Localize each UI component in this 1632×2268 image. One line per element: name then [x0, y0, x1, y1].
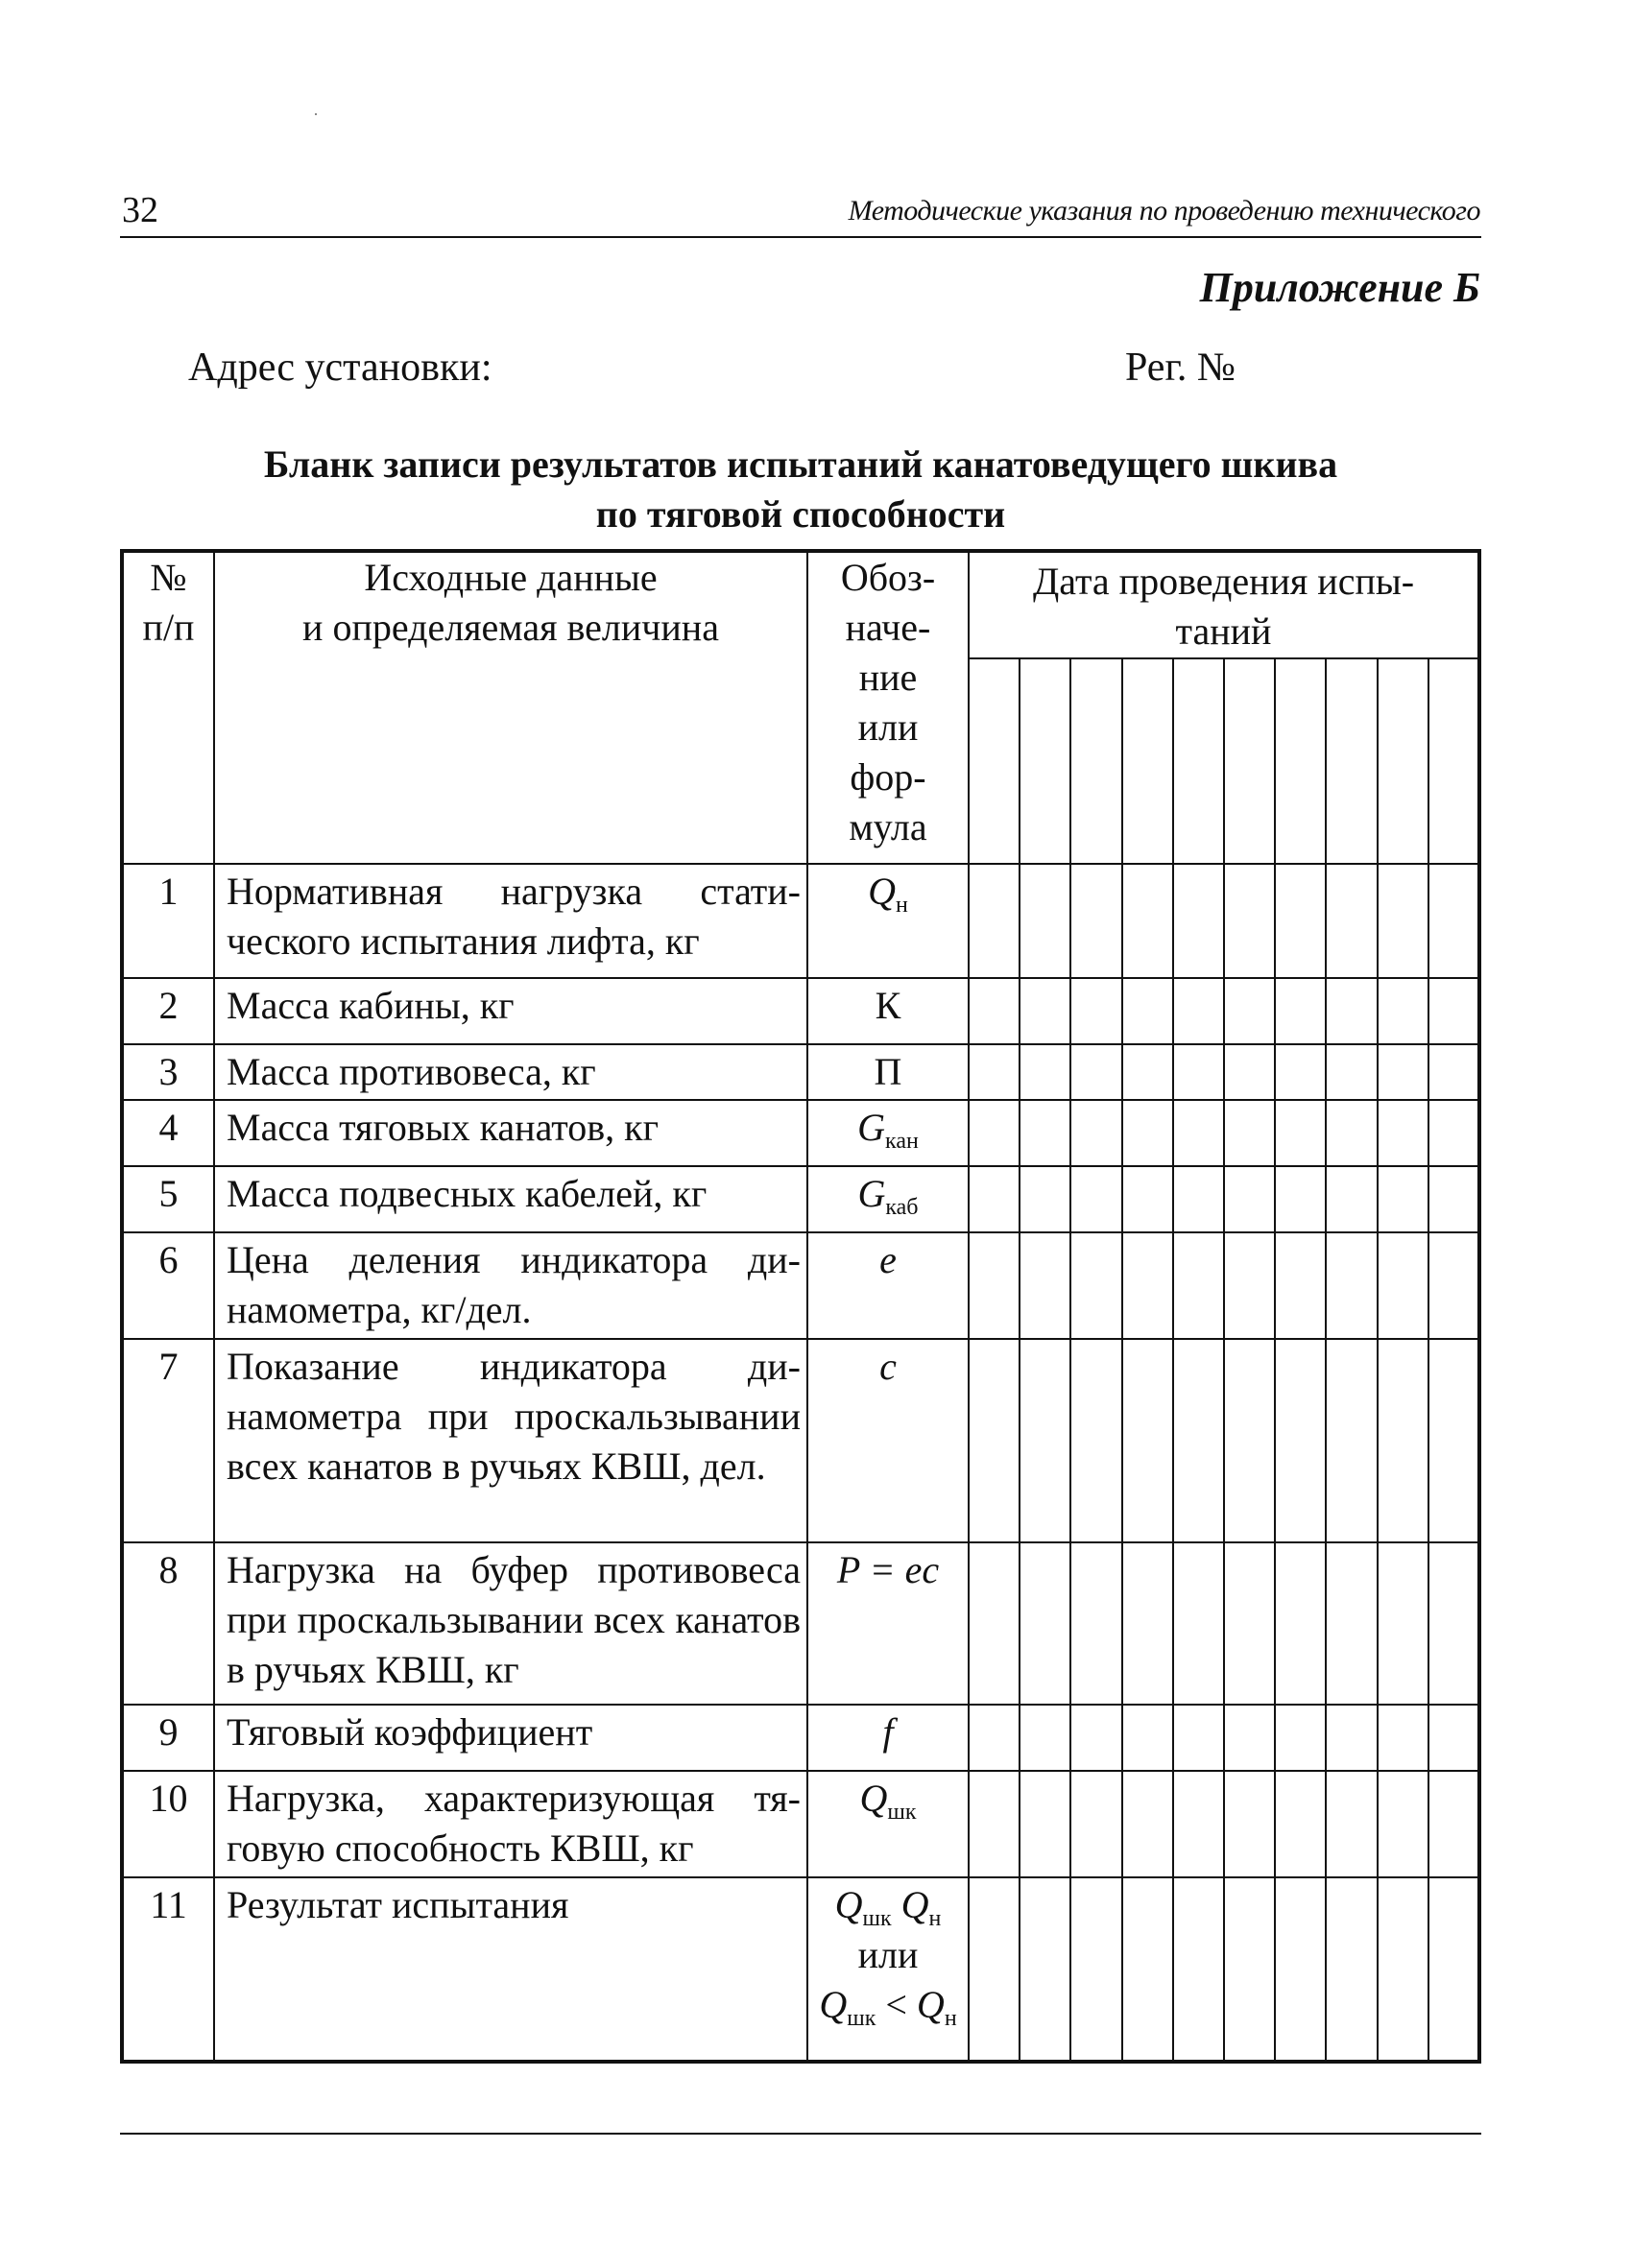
result-entry-cell[interactable] — [1428, 1877, 1479, 2062]
table-row — [122, 1339, 1479, 1542]
symbol-subscript: каб — [885, 1195, 919, 1221]
result-entry-cell[interactable] — [1326, 1705, 1377, 1771]
result-entry-cell[interactable] — [1173, 1705, 1224, 1771]
table-row — [122, 1877, 1479, 2062]
install-address-label: Адрес установки: — [188, 346, 492, 390]
symbol-letter: G — [857, 1106, 886, 1150]
formula-or: или — [857, 1933, 919, 1977]
symbol-subscript: н — [896, 893, 908, 919]
row-description: Цена деления индикатора динамометра, кг/дел. — [214, 1232, 807, 1339]
result-entry-cell[interactable] — [1122, 864, 1173, 978]
row-number: 5 — [122, 1166, 214, 1232]
appendix-label: Приложение Б — [1199, 264, 1480, 311]
result-entry-cell[interactable] — [1428, 1771, 1479, 1877]
header-rule — [120, 236, 1481, 238]
result-entry-cell[interactable] — [1378, 1771, 1428, 1877]
result-entry-cell[interactable] — [1070, 1542, 1121, 1706]
row-symbol — [807, 978, 969, 1044]
result-entry-cell[interactable] — [1020, 1542, 1070, 1706]
table-row — [122, 1100, 1479, 1166]
result-entry-cell[interactable] — [1326, 1542, 1377, 1706]
result-entry-cell[interactable] — [1275, 1339, 1326, 1542]
result-entry-cell[interactable] — [969, 1542, 1020, 1706]
result-entry-cell[interactable] — [1070, 1232, 1121, 1339]
result-entry-cell[interactable] — [1326, 1166, 1377, 1232]
header-symbol-line: мула — [849, 805, 927, 848]
result-entry-cell[interactable] — [1428, 864, 1479, 978]
result-entry-cell[interactable] — [1070, 1100, 1121, 1166]
result-entry-cell[interactable] — [1173, 864, 1224, 978]
header-symbol-line: наче- — [845, 606, 931, 649]
result-entry-cell[interactable] — [1275, 1044, 1326, 1101]
result-entry-cell[interactable] — [1428, 1339, 1479, 1542]
symbol-subscript: н — [944, 2006, 957, 2032]
row-description: Нагрузка, характеризующая тяговую способность КВШ, кг — [214, 1771, 807, 1877]
result-entry-cell[interactable] — [1275, 1705, 1326, 1771]
result-entry-cell[interactable] — [1122, 1044, 1173, 1101]
row-description: Показание индикатора динамометра при проскальзывании всех канатов в ручьях КВШ, дел. — [214, 1339, 807, 1542]
result-entry-cell[interactable] — [1224, 1166, 1275, 1232]
result-entry-cell[interactable] — [1275, 1232, 1326, 1339]
symbol-letter: Q — [900, 1883, 929, 1927]
row-description: Масса кабины, кг — [214, 978, 807, 1044]
result-entry-cell[interactable] — [1378, 1232, 1428, 1339]
result-entry-cell[interactable] — [1275, 1166, 1326, 1232]
row-symbol — [807, 1771, 969, 1877]
result-entry-cell[interactable] — [1224, 1044, 1275, 1101]
row-number: 3 — [122, 1044, 214, 1101]
result-entry-cell[interactable] — [1428, 1044, 1479, 1101]
result-entry-cell[interactable] — [1428, 1100, 1479, 1166]
result-entry-cell[interactable] — [1020, 1044, 1070, 1101]
result-entry-cell[interactable] — [1326, 1877, 1377, 2062]
result-entry-cell[interactable] — [1020, 1771, 1070, 1877]
form-title-line-1: Бланк записи результатов испытаний канатоведущего шкива — [263, 442, 1338, 486]
result-entry-cell[interactable] — [1122, 1771, 1173, 1877]
header-num-line: п/п — [142, 606, 195, 649]
result-entry-cell[interactable] — [1378, 1166, 1428, 1232]
result-entry-cell[interactable] — [1020, 1232, 1070, 1339]
reg-number-label: Рег. № — [1125, 346, 1236, 390]
header-description-line: Исходные данные — [364, 556, 658, 599]
header-num-line: № — [150, 556, 187, 599]
result-entry-cell[interactable] — [1326, 978, 1377, 1044]
result-entry-cell[interactable] — [1173, 1877, 1224, 2062]
result-entry-cell[interactable] — [1173, 1339, 1224, 1542]
header-symbol-line: ние — [858, 656, 918, 699]
result-entry-cell[interactable] — [1224, 1542, 1275, 1706]
row-description: Нагрузка на буфер противовеса при проскальзывании всех канатов в ручьях КВШ, кг — [214, 1542, 807, 1706]
symbol-letter: f — [882, 1710, 894, 1755]
result-entry-cell[interactable] — [1020, 1339, 1070, 1542]
symbol-subscript: н — [928, 1906, 942, 1932]
result-entry-cell[interactable] — [1020, 1166, 1070, 1232]
result-entry-cell[interactable] — [1224, 1232, 1275, 1339]
header-symbol-line: или — [857, 705, 919, 749]
row-description: Тяговый коэффициент — [214, 1705, 807, 1771]
row-number: 7 — [122, 1339, 214, 1542]
result-entry-cell[interactable] — [1428, 1166, 1479, 1232]
result-entry-cell[interactable] — [1224, 978, 1275, 1044]
row-symbol — [807, 1232, 969, 1339]
symbol-letter: Q — [834, 1883, 863, 1927]
formula-line — [808, 1880, 968, 1930]
date-slot[interactable] — [1378, 658, 1428, 864]
header-symbol-line: Обоз- — [840, 556, 936, 599]
date-slot[interactable] — [1275, 658, 1326, 864]
result-entry-cell[interactable] — [1428, 978, 1479, 1044]
result-entry-cell[interactable] — [969, 1100, 1020, 1166]
row-description: Нормативная нагрузка статического испытания лифта, кг — [214, 864, 807, 978]
result-entry-cell[interactable] — [1122, 1232, 1173, 1339]
symbol-letter: К — [875, 984, 901, 1028]
result-entry-cell[interactable] — [1020, 1877, 1070, 2062]
row-description: Масса подвесных кабелей, кг — [214, 1166, 807, 1232]
row-symbol — [807, 1542, 969, 1706]
result-entry-cell[interactable] — [1224, 1771, 1275, 1877]
header-num — [122, 551, 214, 864]
symbol-subscript: шк — [847, 2006, 876, 2032]
date-slot[interactable] — [1224, 658, 1275, 864]
symbol-letter: Q — [916, 1983, 945, 2027]
page-number: 32 — [122, 190, 158, 230]
row-symbol — [807, 1339, 969, 1542]
result-entry-cell[interactable] — [1326, 1339, 1377, 1542]
row-number: 10 — [122, 1771, 214, 1877]
result-entry-cell[interactable] — [1378, 1542, 1428, 1706]
date-slot[interactable] — [1428, 658, 1479, 864]
table-row — [122, 1542, 1479, 1706]
result-entry-cell[interactable] — [1224, 864, 1275, 978]
row-symbol — [807, 1877, 969, 2062]
result-entry-cell[interactable] — [1378, 978, 1428, 1044]
formula-line — [808, 1980, 968, 2030]
result-entry-cell[interactable] — [1020, 1705, 1070, 1771]
date-slot[interactable] — [1326, 658, 1377, 864]
result-entry-cell[interactable] — [969, 1232, 1020, 1339]
result-entry-cell[interactable] — [1275, 978, 1326, 1044]
date-slot[interactable] — [1122, 658, 1173, 864]
table-row — [122, 1705, 1479, 1771]
result-entry-cell[interactable] — [1173, 1044, 1224, 1101]
table-row — [122, 1232, 1479, 1339]
result-entry-cell[interactable] — [1070, 1771, 1121, 1877]
table-row — [122, 1044, 1479, 1101]
symbol-subscript: кан — [885, 1129, 919, 1155]
result-entry-cell[interactable] — [1224, 1705, 1275, 1771]
table-row — [122, 1771, 1479, 1877]
symbol-letter: Q — [859, 1777, 888, 1820]
result-entry-cell[interactable] — [1070, 1705, 1121, 1771]
running-header: Методические указания по проведению технического — [848, 195, 1480, 227]
result-entry-cell[interactable] — [1224, 1100, 1275, 1166]
result-entry-cell[interactable] — [1122, 1542, 1173, 1706]
header-symbol-line: фор- — [850, 755, 926, 799]
result-entry-cell[interactable] — [1070, 1166, 1121, 1232]
result-entry-cell[interactable] — [1275, 864, 1326, 978]
header-test-dates — [969, 551, 1479, 658]
row-number: 1 — [122, 864, 214, 978]
row-symbol — [807, 1705, 969, 1771]
result-entry-cell[interactable] — [1070, 1044, 1121, 1101]
result-entry-cell[interactable] — [1122, 1339, 1173, 1542]
result-entry-cell[interactable] — [1275, 1100, 1326, 1166]
result-entry-cell[interactable] — [1070, 864, 1121, 978]
form-title-line-2: по тяговой способности — [595, 492, 1006, 536]
result-entry-cell[interactable] — [1173, 1771, 1224, 1877]
symbol-letter: P = ec — [836, 1547, 940, 1591]
header-description — [214, 551, 807, 864]
result-entry-cell[interactable] — [969, 1044, 1020, 1101]
result-entry-cell[interactable] — [1173, 978, 1224, 1044]
date-slot[interactable] — [969, 658, 1020, 864]
result-entry-cell[interactable] — [1122, 1166, 1173, 1232]
form-title — [120, 440, 1481, 539]
result-entry-cell[interactable] — [1275, 1542, 1326, 1706]
symbol-letter: G — [857, 1172, 886, 1216]
result-entry-cell[interactable] — [1428, 1232, 1479, 1339]
symbol-letter: П — [874, 1049, 902, 1093]
result-entry-cell[interactable] — [1428, 1705, 1479, 1771]
result-entry-cell[interactable] — [969, 864, 1020, 978]
result-entry-cell[interactable] — [1224, 1339, 1275, 1542]
result-entry-cell[interactable] — [969, 1339, 1020, 1542]
symbol-letter: Q — [819, 1983, 848, 2027]
row-description: Результат испытания — [214, 1877, 807, 2062]
result-entry-cell[interactable] — [1224, 1877, 1275, 2062]
symbol-subscript: шк — [862, 1906, 892, 1932]
row-number: 8 — [122, 1542, 214, 1706]
result-entry-cell[interactable] — [1378, 1339, 1428, 1542]
row-number: 6 — [122, 1232, 214, 1339]
symbol-letter: c — [879, 1344, 897, 1388]
result-entry-cell[interactable] — [969, 1771, 1020, 1877]
date-slot[interactable] — [1070, 658, 1121, 864]
result-entry-cell[interactable] — [1122, 1100, 1173, 1166]
result-entry-cell[interactable] — [1020, 864, 1070, 978]
row-description: Масса противовеса, кг — [214, 1044, 807, 1101]
header-symbol — [807, 551, 969, 864]
result-entry-cell[interactable] — [1428, 1542, 1479, 1706]
row-number: 4 — [122, 1100, 214, 1166]
scan-speck — [315, 113, 317, 115]
result-entry-cell[interactable] — [969, 1705, 1020, 1771]
result-entry-cell[interactable] — [1070, 978, 1121, 1044]
header-test-dates-line: таний — [1175, 609, 1272, 653]
header-description-line: и определяемая величина — [302, 606, 719, 649]
result-entry-cell[interactable] — [969, 1166, 1020, 1232]
result-entry-cell[interactable] — [1173, 1542, 1224, 1706]
result-entry-cell[interactable] — [1378, 864, 1428, 978]
row-number: 2 — [122, 978, 214, 1044]
result-entry-cell[interactable] — [1173, 1100, 1224, 1166]
table-header-row — [122, 551, 1479, 658]
row-symbol — [807, 864, 969, 978]
result-entry-cell[interactable] — [1378, 1705, 1428, 1771]
result-entry-cell[interactable] — [969, 1877, 1020, 2062]
result-entry-cell[interactable] — [1326, 1771, 1377, 1877]
header-test-dates-line: Дата проведения испы- — [1032, 560, 1415, 603]
result-entry-cell[interactable] — [1173, 1166, 1224, 1232]
result-entry-cell[interactable] — [1275, 1771, 1326, 1877]
symbol-subscript: шк — [887, 1800, 917, 1825]
row-number: 9 — [122, 1705, 214, 1771]
result-entry-cell[interactable] — [1070, 1339, 1121, 1542]
date-slot[interactable] — [1173, 658, 1224, 864]
row-symbol — [807, 1100, 969, 1166]
result-entry-cell[interactable] — [969, 978, 1020, 1044]
result-entry-cell[interactable] — [1020, 1100, 1070, 1166]
results-table — [120, 549, 1481, 2064]
result-entry-cell[interactable] — [1122, 1877, 1173, 2062]
symbol-letter: Q — [868, 870, 897, 914]
table-row — [122, 864, 1479, 978]
result-entry-cell[interactable] — [1326, 1044, 1377, 1101]
result-entry-cell[interactable] — [1326, 1232, 1377, 1339]
table-row — [122, 978, 1479, 1044]
result-entry-cell[interactable] — [1326, 1100, 1377, 1166]
bottom-rule — [120, 2133, 1481, 2135]
result-entry-cell[interactable] — [1020, 978, 1070, 1044]
result-entry-cell[interactable] — [1173, 1232, 1224, 1339]
row-number: 11 — [122, 1877, 214, 2062]
result-entry-cell[interactable] — [1378, 1100, 1428, 1166]
comparison-sign: < — [876, 1983, 917, 2027]
result-entry-cell[interactable] — [1326, 864, 1377, 978]
row-symbol — [807, 1044, 969, 1101]
result-entry-cell[interactable] — [1122, 1705, 1173, 1771]
result-entry-cell[interactable] — [1378, 1877, 1428, 2062]
row-description: Масса тяговых канатов, кг — [214, 1100, 807, 1166]
symbol-letter: e — [879, 1237, 897, 1281]
result-entry-cell[interactable] — [1122, 978, 1173, 1044]
date-slot[interactable] — [1020, 658, 1070, 864]
table-row — [122, 1166, 1479, 1232]
row-symbol — [807, 1166, 969, 1232]
result-entry-cell[interactable] — [1070, 1877, 1121, 2062]
result-entry-cell[interactable] — [1378, 1044, 1428, 1101]
result-entry-cell[interactable] — [1275, 1877, 1326, 2062]
